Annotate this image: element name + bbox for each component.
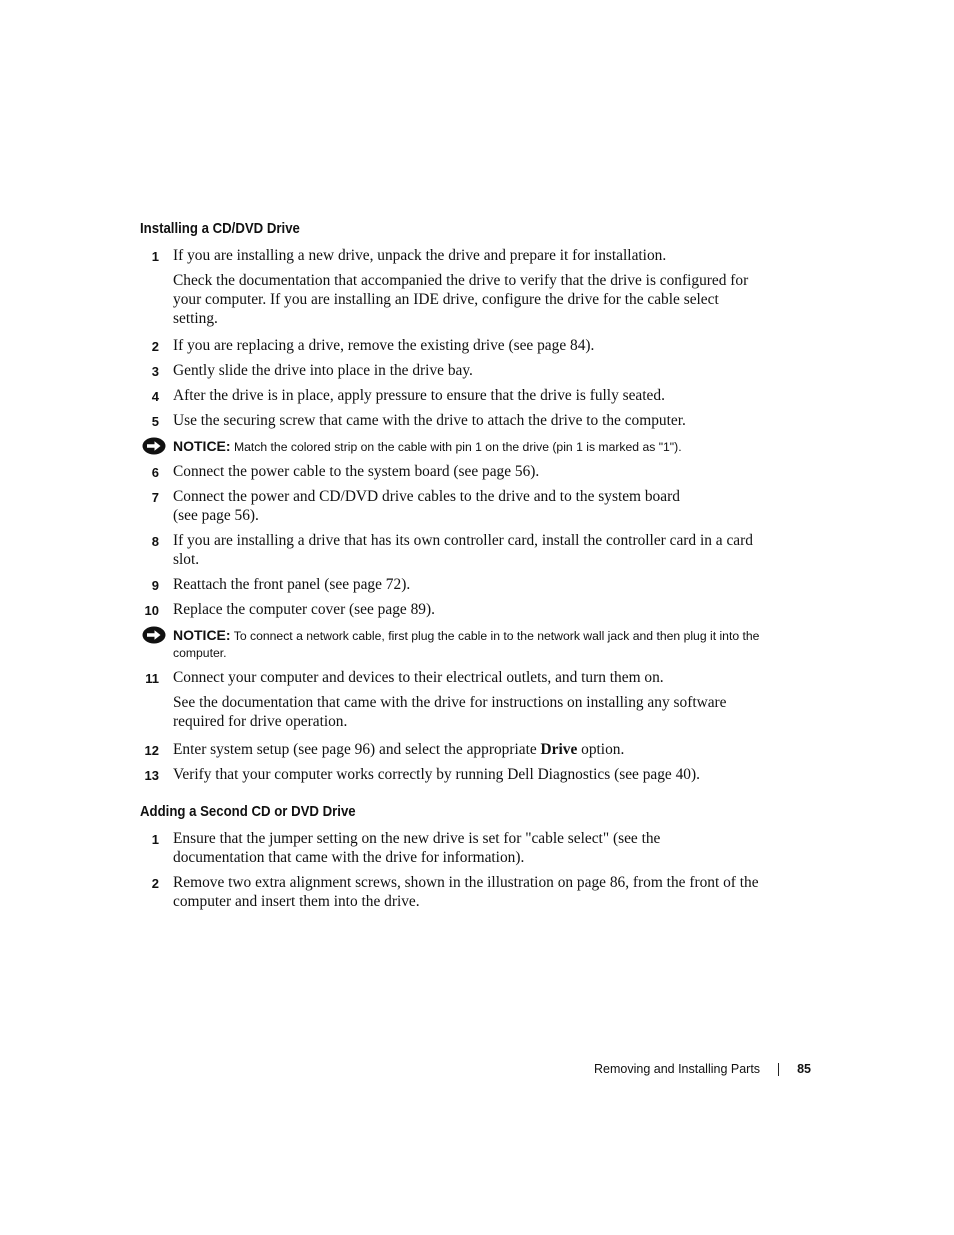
step-number: 3 — [151, 364, 159, 379]
step-text — [173, 740, 763, 759]
page-number: 85 — [797, 1062, 811, 1076]
step-number: 8 — [151, 534, 159, 549]
step-number: 4 — [151, 389, 159, 404]
notice-icon — [142, 626, 166, 644]
section-heading-adding: Adding a Second CD or DVD Drive — [140, 803, 356, 820]
step-text: If you are replacing a drive, remove the existing drive (see page 84). — [173, 337, 595, 354]
notice-label: NOTICE: — [173, 627, 231, 643]
step-number: 9 — [151, 578, 159, 593]
footer-divider — [778, 1063, 779, 1076]
step-number: 13 — [144, 768, 159, 783]
footer-section-title: Removing and Installing Parts — [594, 1062, 761, 1076]
notice-text: Match the colored strip on the cable with pin 1 on the drive (pin 1 is marked as "1"). — [233, 440, 682, 454]
step-number: 7 — [151, 490, 159, 505]
step-number: 2 — [151, 876, 159, 891]
step-text: After the drive is in place, apply pressure to ensure that the drive is fully seated. — [173, 387, 665, 404]
step-text: Connect your computer and devices to their electrical outlets, and turn them on. — [173, 669, 664, 686]
step-number: 12 — [144, 743, 159, 758]
section-heading-installing: Installing a CD/DVD Drive — [140, 220, 300, 237]
step-text: Use the securing screw that came with the drive to attach the drive to the computer. — [173, 412, 686, 429]
step-number: 5 — [151, 414, 159, 429]
step-text: Replace the computer cover (see page 89). — [173, 601, 435, 618]
step-text: Connect the power and CD/DVD drive cables to the drive and to the system board (see page 56). — [173, 488, 680, 524]
step-text: If you are installing a new drive, unpack the drive and prepare it for installation. — [173, 247, 667, 264]
step-text: Ensure that the jumper setting on the new drive is set for "cable select" (see the documentation that came with the drive for information). — [173, 830, 661, 866]
notice-text: To connect a network cable, first plug the cable in to the network wall jack and then plug it into the computer. — [173, 629, 760, 660]
step-text: Gently slide the drive into place in the drive bay. — [173, 362, 473, 379]
step-number: 10 — [144, 603, 159, 618]
step-text: Remove two extra alignment screws, shown in the illustration on page 86, from the front of the computer and insert them into the drive. — [173, 874, 759, 910]
step11-note: See the documentation that came with the drive for instructions on installing any software required for drive operation. — [173, 694, 727, 730]
page-footer — [594, 1062, 811, 1076]
step-text: Connect the power cable to the system board (see page 56). — [173, 463, 540, 480]
step-text: Reattach the front panel (see page 72). — [173, 576, 411, 593]
notice-icon — [142, 437, 166, 455]
step-number: 11 — [145, 671, 159, 686]
step-text-part: option. — [577, 741, 625, 758]
step-text: Verify that your computer works correctly by running Dell Diagnostics (see page 40). — [173, 766, 700, 783]
step-number: 1 — [151, 832, 159, 847]
notice-label: NOTICE: — [173, 438, 231, 454]
step-number: 1 — [151, 249, 159, 264]
step1-note: Check the documentation that accompanied the drive to verify that the drive is configured for your computer. If you are installing an IDE drive, configure the drive for the cable select setting. — [173, 272, 749, 327]
drive-option-label: Drive — [540, 741, 578, 758]
step-text-part: Enter system setup (see page 96) and select the appropriate — [173, 741, 541, 758]
step-number: 6 — [151, 465, 159, 480]
step-number: 2 — [151, 339, 159, 354]
step-text: If you are installing a drive that has its own controller card, install the controller card in a card slot. — [173, 532, 753, 568]
